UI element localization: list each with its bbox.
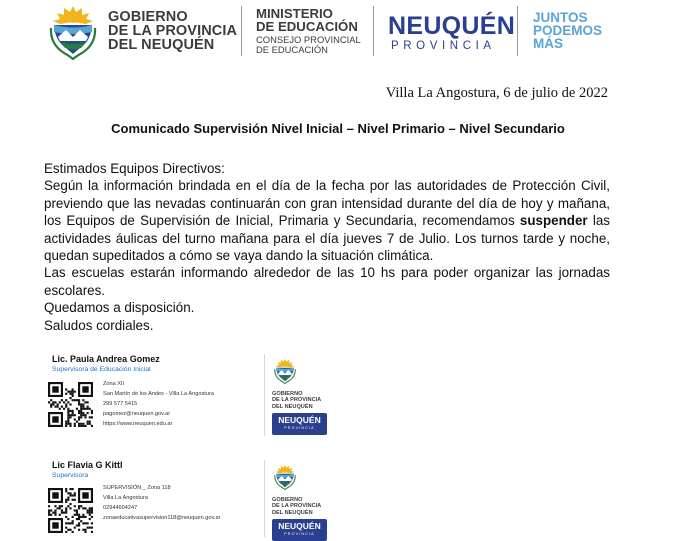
gov-line-1: GOBIERNO <box>108 9 188 25</box>
signer-contact: SUPERVISIÓN _ Zona 118 Villa La Angostura 02944604247 zonaeducativasupervision118@neuquen.gov.ar <box>103 485 221 521</box>
mini-neuquen-badge: NEUQUÉN PROVINCIA <box>272 519 327 541</box>
paragraph-1: Según la información brindada en el día de la fecha por las autoridades de Protección Civil, previendo que las nevadas continuarán con gran intensidad durante del día de hoy y mañana, los Equipos de Supervisión de Inicial, Primaria y Secundaria, recomendamos suspender las actividades áulicas del turno mañana para el día jueves 7 de Julio. Los turnos tarde y noche, quedan supeditados a cómo se vaya dando la situación climática. <box>44 178 610 264</box>
ministry-title <box>256 7 358 33</box>
mini-crest-icon <box>272 358 298 384</box>
signer-role: Supervisora de Educación Inicial <box>52 366 151 373</box>
mini-neuquen-badge: NEUQUÉN PROVINCIA <box>272 413 327 435</box>
signature-card <box>38 458 338 537</box>
signer-contact: Zona XII San Martín de los Andes - Villa La Angostura 299 577 5415 pagomez@neuquen.gov.ar https://www.neuquen.edu.ar <box>103 381 214 427</box>
signer-name: Lic Flavia G Kittl <box>52 460 123 470</box>
emphasis-suspender: suspender <box>519 213 588 229</box>
neuquen-brand: NEUQUÉN <box>388 12 516 40</box>
mini-government-logo <box>272 358 332 435</box>
mini-crest-icon <box>272 464 298 490</box>
letter-subject: Comunicado Supervisión Nivel Inicial – Nivel Primario – Nivel Secundario <box>111 121 565 136</box>
mini-gov-title: GOBIERNO DE LA PROVINCIA DEL NEUQUÉN <box>272 497 322 516</box>
signature-card <box>38 352 338 436</box>
email-link[interactable]: zonaeducativasupervision118@neuquen.gov.ar <box>103 515 221 521</box>
council-line-1: CONSEJO PROVINCIAL <box>256 34 361 45</box>
header-divider <box>517 6 518 56</box>
card-divider <box>264 354 265 436</box>
website-link[interactable]: https://www.neuquen.edu.ar <box>103 421 173 427</box>
header-divider <box>241 6 242 56</box>
ministry-line-2: DE EDUCACIÓN <box>256 19 358 34</box>
mini-gov-title: GOBIERNO DE LA PROVINCIA DEL NEUQUÉN <box>272 391 322 410</box>
qr-code-icon <box>48 488 93 533</box>
greeting: Estimados Equipos Directivos: <box>44 161 225 176</box>
council-line-2: DE EDUCACIÓN <box>256 43 328 55</box>
email-link[interactable]: pagomez@neuquen.gov.ar <box>103 411 171 417</box>
signer-name: Lic. Paula Andrea Gomez <box>52 354 160 364</box>
gov-line-2: DE LA PROVINCIA <box>108 23 238 39</box>
letter-date: Villa La Angostura, 6 de julio de 2022 <box>385 85 608 101</box>
provincia-label: PROVINCIA <box>391 40 496 52</box>
closing-line: Quedamos a disposición. <box>44 300 195 316</box>
card-divider <box>264 460 265 537</box>
council-subtitle <box>256 35 361 54</box>
header-divider <box>373 6 374 56</box>
slogan-line-3: MÁS <box>533 36 563 51</box>
regards-line: Saludos cordiales. <box>44 317 154 333</box>
slogan-line-2: PODEMOS <box>533 23 603 38</box>
paragraph-2: Las escuelas estarán informando alrededor de las 10 hs para poder organizar las jornadas escolares. <box>44 265 610 298</box>
gov-line-3: DEL NEUQUÉN <box>108 37 215 53</box>
slogan-line-1: JUNTOS <box>533 10 588 25</box>
mini-government-logo <box>272 464 332 541</box>
signer-role: Supervisora <box>52 472 89 479</box>
ministry-line-1: MINISTERIO <box>256 6 333 21</box>
qr-code-icon <box>48 382 93 427</box>
province-crest-icon <box>46 4 100 60</box>
letter-body <box>44 160 610 334</box>
government-title <box>108 10 237 52</box>
juntos-podemos-mas-slogan <box>533 11 602 50</box>
